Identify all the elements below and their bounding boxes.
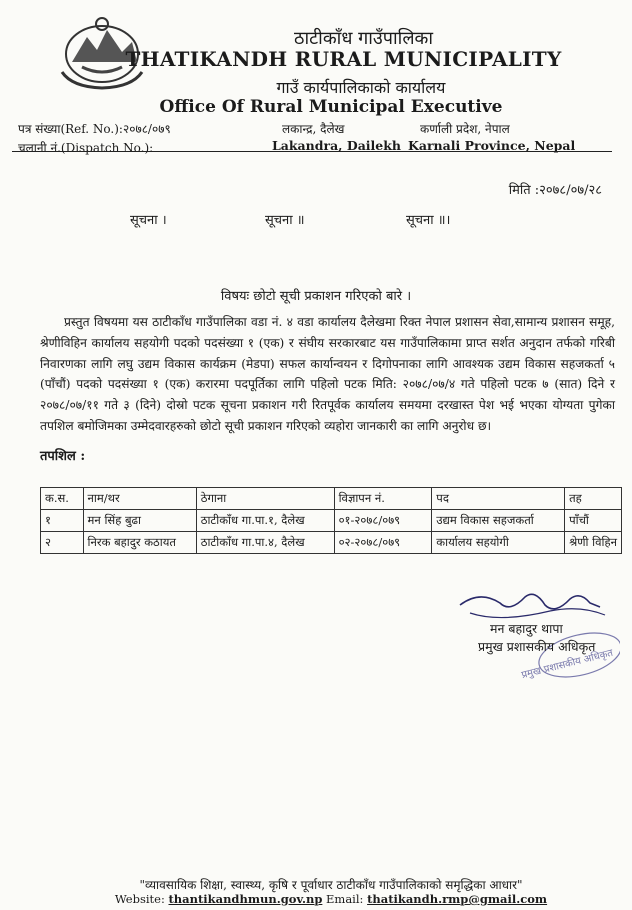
cell-sn: १ bbox=[41, 510, 84, 532]
cell-address: ठाटीकाँध गा.पा.१, दैलेख bbox=[196, 510, 334, 532]
cell-level: श्रेणी विहिन bbox=[565, 532, 622, 554]
municipality-name-english: THATIKANDH RURAL MUNICIPALITY bbox=[125, 47, 562, 71]
notice-label-1: सूचना । bbox=[130, 213, 167, 228]
cell-name: मन सिंह बुढा bbox=[83, 510, 196, 532]
shortlist-table bbox=[40, 487, 622, 554]
website-link[interactable]: thantikandhmun.gov.np bbox=[168, 892, 323, 906]
province-english: Karnali Province, Nepal bbox=[408, 138, 576, 153]
col-header-sn: क.स. bbox=[41, 488, 84, 510]
notice-label-3: सूचना ॥। bbox=[406, 213, 451, 228]
subject-line: विषयः छोटो सूची प्रकाशन गरिएको बारे । bbox=[220, 289, 412, 304]
table-header-row bbox=[41, 488, 622, 510]
header-divider bbox=[12, 151, 612, 152]
footer-contact bbox=[0, 892, 632, 906]
email-link[interactable]: thatikandh.rmp@gmail.com bbox=[367, 892, 548, 906]
table-row bbox=[41, 532, 622, 554]
email-label: Email: bbox=[326, 892, 364, 906]
cell-post: कार्यालय सहयोगी bbox=[432, 532, 565, 554]
col-header-name: नाम/थर bbox=[83, 488, 196, 510]
body-paragraph: प्रस्तुत विषयमा यस ठाटीकाँध गाउँपालिका वडा नं. ४ वडा कार्यालय दैलेखमा रिक्त नेपाल प्रशासन सेवा,सामान्य प्रशासन समूह, श्रेणीविहिन कार्यालय सहयोगी पदको पदसंख्या १ (एक) र संघीय सरकारबाट यस गाउँपालिकामा प्राप्त सर्शत अनुदान तर्फको गरिबी निवारणका लागि लघु उद्यम विकास कार्यक्रम (मेडपा) सफल कार्यान्वयन र दिगोपनाका लागि आवश्यक उद्यम विकास सहजकर्ता ५ (पाँचौं) पदको पदसंख्या १ (एक) करारमा पदपूर्तिका लागि पहिलो पटक मिति: २०७८/०७/४ गते पहिलो पटक ७ (सात) दिने र २०७८/०७/११ गते ३ (दिने) दोस्रो पटक सूचना प्रकाशन गरी रितपूर्वक कार्यालय समयमा दरखास्त पेश भई भएका योग्यता पुगेका तपशिल बमोजिमका उम्मेदवारहरुको छोटो सूची प्रकाशन गरिएको व्यहोरा जानकारी का लागि अनुरोध छ। bbox=[40, 315, 615, 433]
ref-number: पत्र संख्या(Ref. No.):२०७८/०७९ bbox=[18, 122, 171, 136]
cell-level: पाँचौं bbox=[565, 510, 622, 532]
cell-post: उद्यम विकास सहजकर्ता bbox=[432, 510, 565, 532]
footer-motto: "व्यावसायिक शिक्षा, स्वास्थ्य, कृषि र पूर्वाधार ठाटीकाँध गाउँपालिकाको समृद्धिका आधार" bbox=[139, 878, 523, 892]
notice-label-2: सूचना ॥ bbox=[265, 213, 305, 228]
website-label: Website: bbox=[114, 892, 165, 906]
cell-sn: २ bbox=[41, 532, 84, 554]
cell-ad-number: ०१-२०७८/०७९ bbox=[334, 510, 432, 532]
cell-address: ठाटीकाँध गा.पा.४, दैलेख bbox=[196, 532, 334, 554]
letter-date: मिति :२०७८/०७/२८ bbox=[508, 183, 602, 198]
place-english: Lakandra, Dailekh bbox=[272, 138, 402, 153]
municipality-name-nepali: ठाटीकाँध गाउँपालिका bbox=[293, 28, 434, 49]
cell-name: निरक बहादुर कठायत bbox=[83, 532, 196, 554]
table-row bbox=[41, 510, 622, 532]
col-header-ad-number: विज्ञापन नं. bbox=[334, 488, 432, 510]
col-header-level: तह bbox=[565, 488, 622, 510]
cell-ad-number: ०२-२०७८/०७९ bbox=[334, 532, 432, 554]
office-name-nepali: गाउँ कार्यपालिकाको कार्यालय bbox=[276, 78, 446, 97]
col-header-address: ठेगाना bbox=[196, 488, 334, 510]
signatory-title: प्रमुख प्रशासकीय अधिकृत bbox=[478, 639, 596, 654]
official-stamp-text: प्रमुख प्रशासकीय अधिकृत bbox=[520, 647, 615, 682]
signatory-name: मन बहादुर थापा bbox=[490, 621, 563, 636]
office-name-english: Office Of Rural Municipal Executive bbox=[159, 97, 503, 117]
dispatch-number: चलानी नं.(Dispatch No.): bbox=[18, 141, 154, 155]
col-header-post: पद bbox=[432, 488, 565, 510]
province-nepali: कर्णाली प्रदेश, नेपाल bbox=[420, 122, 510, 136]
details-label: तपशिल : bbox=[40, 449, 86, 464]
place-nepali: लकान्द्र, दैलेख bbox=[282, 122, 345, 136]
